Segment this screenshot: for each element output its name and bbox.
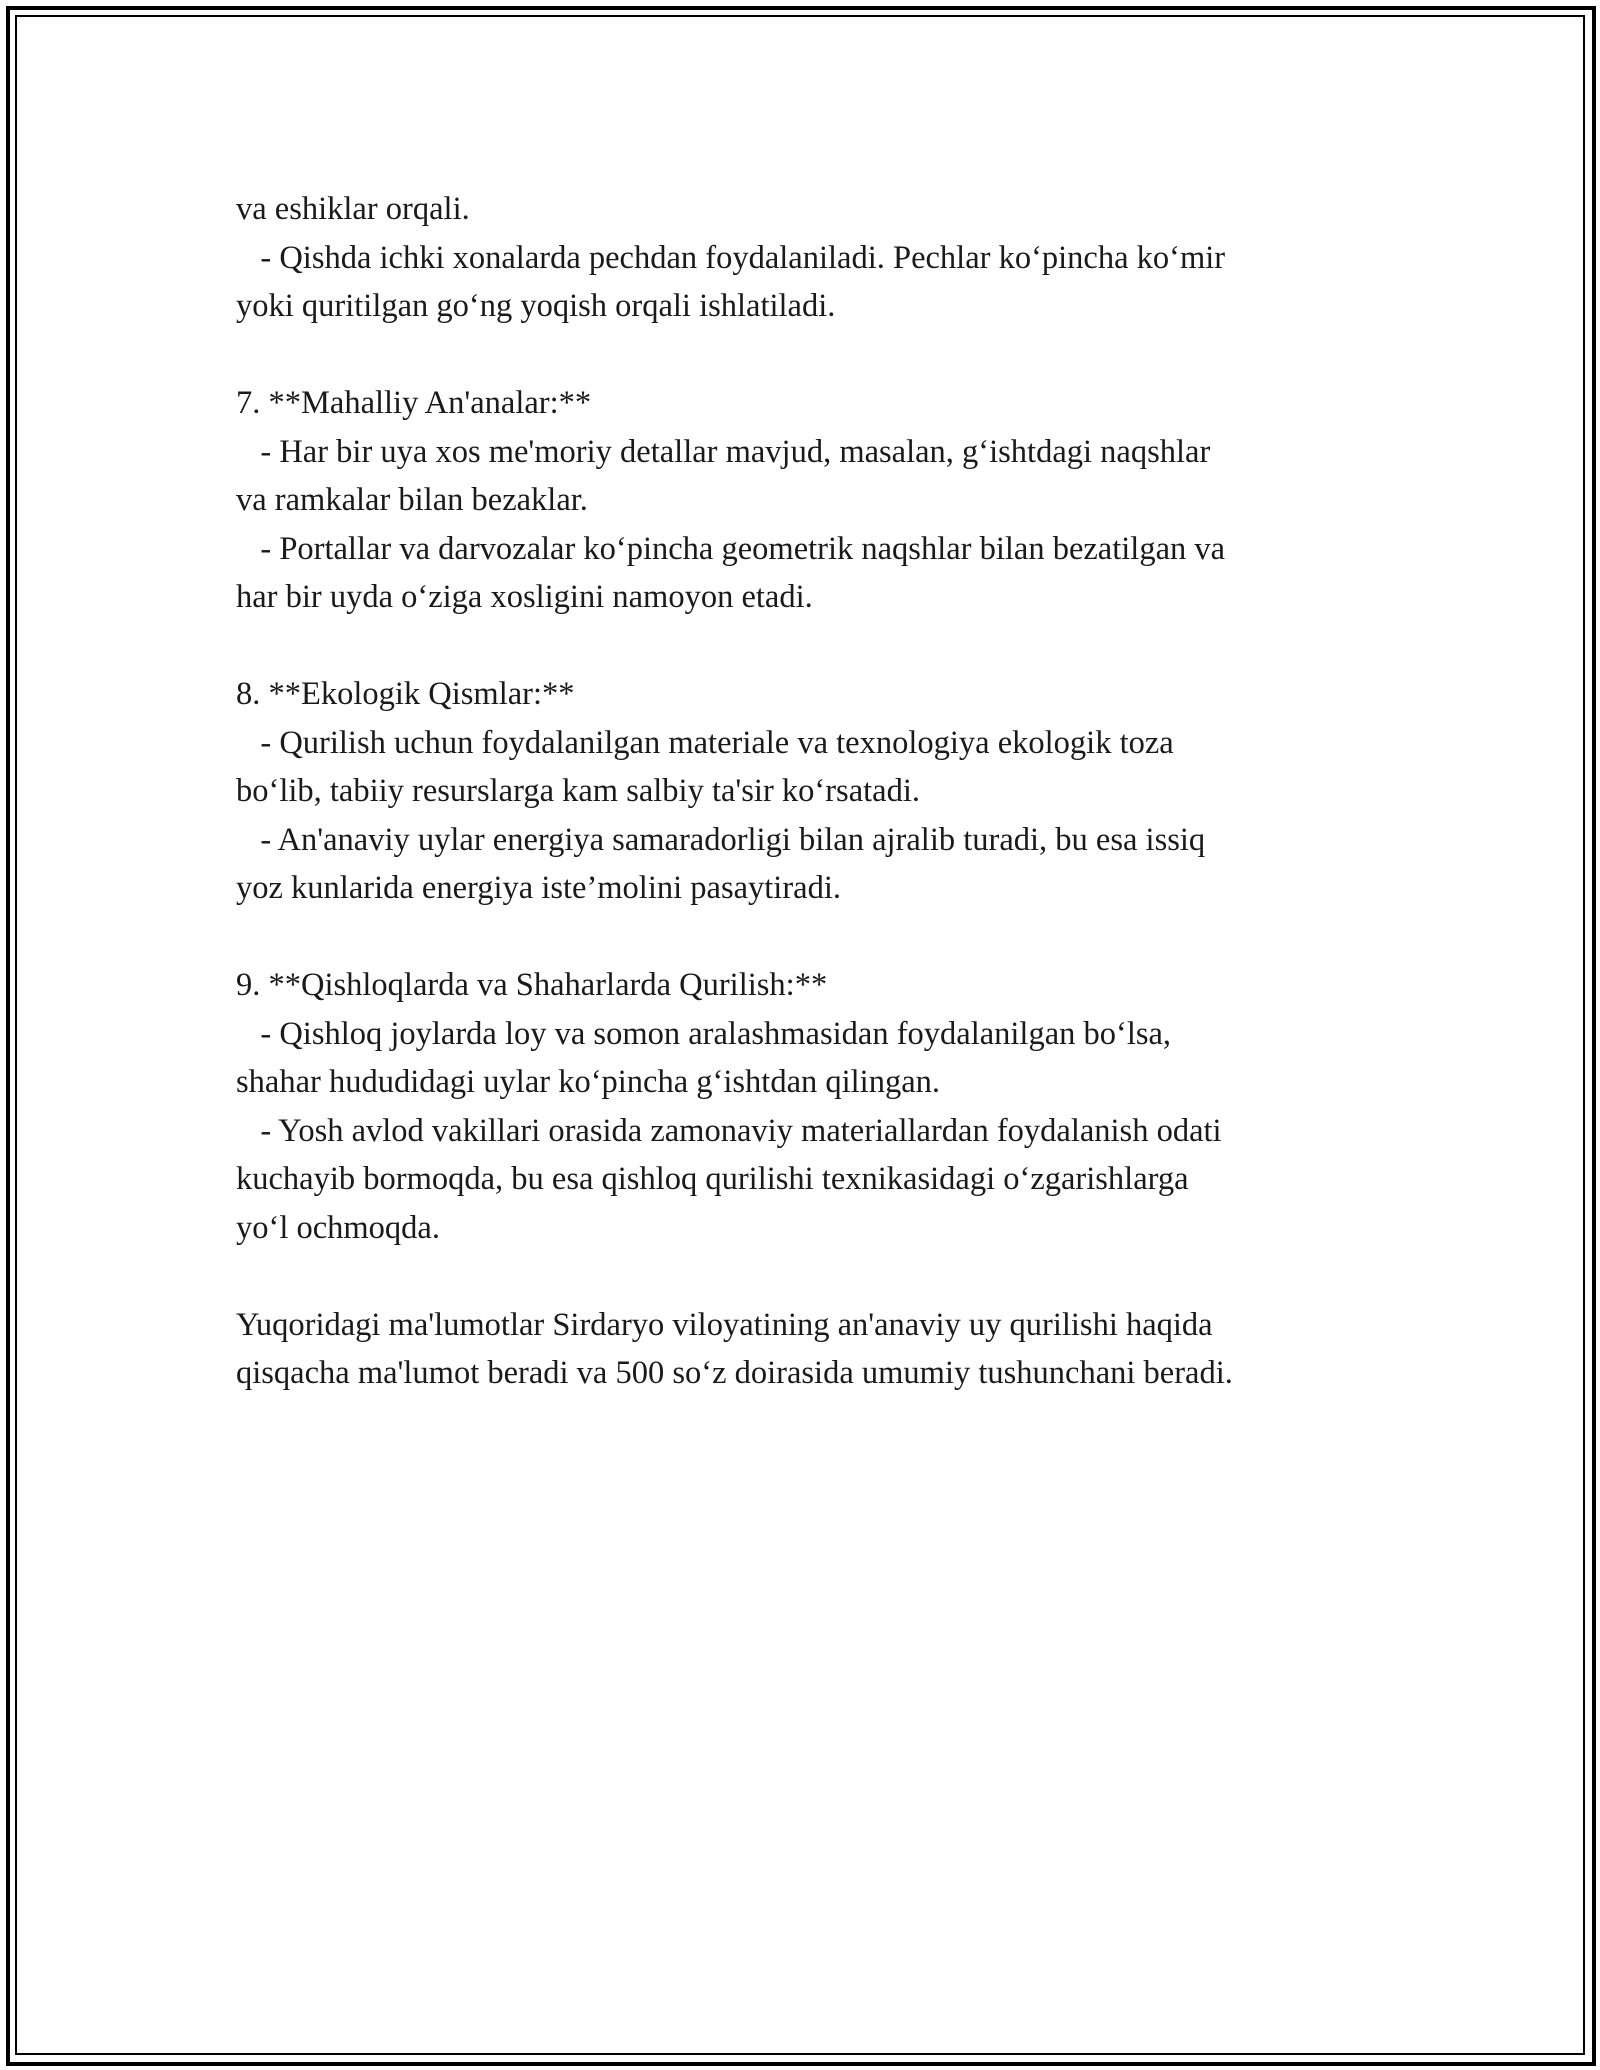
paragraph-gap: [236, 913, 1386, 962]
text-line: yo‘l ochmoqda.: [236, 1209, 440, 1246]
list-item-text: - Har bir uya xos me'moriy detallar mavjud, masalan, g‘ishtdagi naqshlar: [236, 433, 1211, 470]
document-body: [236, 185, 1386, 1398]
list-item-text: - Qishloq joylarda loy va somon aralashmasidan foydalanilgan bo‘lsa,: [236, 1015, 1172, 1052]
text-line: shahar hududidagi uylar ko‘pincha g‘ishtdan qilingan.: [236, 1064, 941, 1100]
list-item-text: - An'anaviy uylar energiya samaradorligi bilan ajralib turadi, bu esa issiq: [236, 821, 1206, 858]
section-heading-9: 9. **Qishloqlarda va Shaharlarda Qurilish:**: [236, 967, 828, 1003]
section-heading-8: 8. **Ekologik Qismlar:**: [236, 676, 575, 712]
list-item-text: - Yosh avlod vakillari orasida zamonaviy materiallardan foydalanish odati: [236, 1112, 1222, 1149]
text-line: yoz kunlarida energiya iste’molini pasaytiradi.: [236, 870, 841, 906]
text-line: har bir uyda o‘ziga xosligini namoyon etadi.: [236, 579, 813, 615]
list-item-text: - Portallar va darvozalar ko‘pincha geometrik naqshlar bilan bezatilgan va: [236, 530, 1226, 567]
list-item-text: - Qishda ichki xonalarda pechdan foydalaniladi. Pechlar ko‘pincha ko‘mir: [236, 239, 1226, 276]
list-item-text: - Qurilish uchun foydalanilgan materiale va texnologiya ekologik toza: [236, 724, 1174, 761]
text-line: bo‘lib, tabiiy resurslarga kam salbiy ta'sir ko‘rsatadi.: [236, 773, 920, 809]
text-line: va ramkalar bilan bezaklar.: [236, 482, 588, 518]
text-line: va eshiklar orqali.: [236, 191, 470, 227]
paragraph-gap: [236, 1252, 1386, 1301]
text-line: yoki quritilgan go‘ng yoqish orqali ishlatiladi.: [236, 288, 836, 324]
paragraph-gap: [236, 331, 1386, 380]
section-heading-7: 7. **Mahalliy An'analar:**: [236, 385, 592, 421]
text-line: kuchayib bormoqda, bu esa qishloq qurilishi texnikasidagi o‘zgarishlarga: [236, 1161, 1189, 1197]
paragraph-gap: [236, 622, 1386, 671]
summary-line: qisqacha ma'lumot beradi va 500 so‘z doirasida umumiy tushunchani beradi.: [236, 1355, 1233, 1391]
summary-line: Yuqoridagi ma'lumotlar Sirdaryo viloyatining an'anaviy uy qurilishi haqida: [236, 1306, 1213, 1343]
